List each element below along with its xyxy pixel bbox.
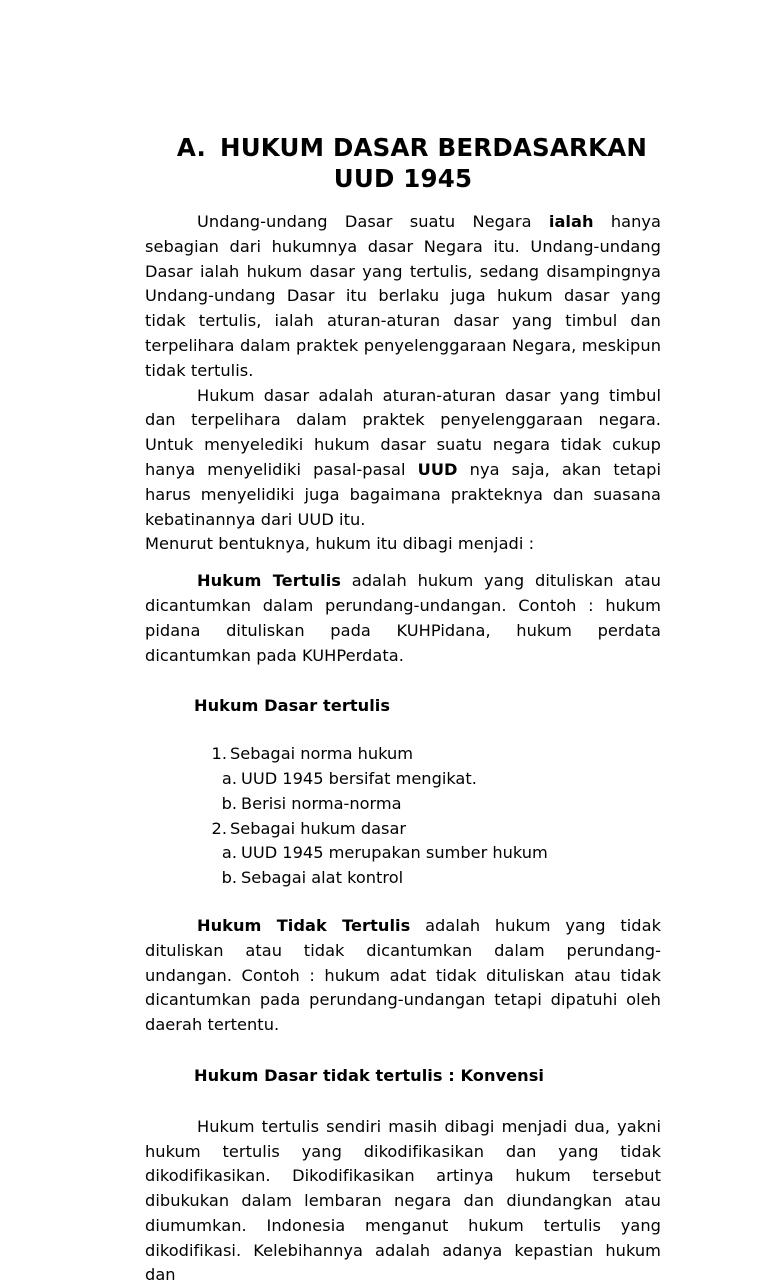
list-item bbox=[145, 866, 661, 891]
spacer-after-title bbox=[145, 194, 661, 210]
paragraph-1 bbox=[145, 210, 661, 384]
list-marker: 1. bbox=[211, 744, 227, 764]
list-marker: a. bbox=[221, 843, 237, 863]
list-marker: 2. bbox=[211, 818, 227, 838]
list-item-label: Berisi norma-norma bbox=[241, 793, 402, 813]
list-item-label: UUD 1945 merupakan sumber hukum bbox=[241, 843, 548, 863]
paragraph-4 bbox=[145, 569, 661, 668]
paragraph-4-text: adalah hukum yang dituliskan atau dicantumkan dalam perundang-undangan. Contoh : hukum pidana dituliskan pada KUHPidana, hukum perdata dicantumkan pada KUHPerdata. bbox=[145, 571, 661, 665]
paragraph-1-part-1: Undang-undang Dasar suatu Negara bbox=[197, 212, 549, 231]
list-item bbox=[145, 817, 661, 842]
title-section-label: A. bbox=[176, 133, 206, 162]
nested-list bbox=[145, 742, 661, 891]
spacer-before-paragraph-6 bbox=[145, 1089, 661, 1115]
paragraph-2-emphasis: UUD bbox=[417, 459, 458, 479]
title-main-text: HUKUM DASAR BERDASARKAN bbox=[219, 133, 648, 162]
title-line-2: UUD 1945 bbox=[333, 164, 473, 193]
paragraph-2-part-1: Hukum dasar adalah aturan-aturan dasar yang timbul dan terpelihara dalam praktek penyelenggaraan negara. Untuk menyelediki hukum dasar suatu negara tidak cukup hanya menyelidiki pasal-pasal bbox=[145, 385, 661, 479]
spacer-before-list bbox=[145, 719, 661, 742]
page-title bbox=[145, 132, 661, 194]
paragraph-1-emphasis: ialah bbox=[548, 212, 594, 231]
paragraph-5-emphasis: Hukum Tidak Tertulis bbox=[197, 915, 411, 935]
paragraph-4-emphasis: Hukum Tertulis bbox=[197, 571, 341, 591]
spacer-before-paragraph-5 bbox=[145, 891, 661, 914]
paragraph-2 bbox=[145, 384, 661, 533]
list-item-label: Sebagai norma hukum bbox=[230, 744, 414, 764]
title-line-1 bbox=[145, 132, 661, 163]
paragraph-3: Menurut bentuknya, hukum itu dibagi menjadi : bbox=[145, 534, 535, 554]
paragraph-5 bbox=[145, 914, 661, 1038]
paragraph-2-part-2: nya saja, akan tetapi harus menyelidiki juga bagaimana prakteknya dan suasana kebatinannya dari UUD itu. bbox=[145, 459, 661, 529]
paragraph-5-text: adalah hukum yang tidak dituliskan atau tidak dicantumkan dalam perundang-undangan. Contoh : hukum adat tidak dituliskan atau tidak dicantumkan pada perundang-undangan tetapi dipatuhi oleh daerah tertentu. bbox=[145, 915, 661, 1035]
list-item bbox=[145, 767, 661, 792]
spacer-before-paragraph-4 bbox=[145, 557, 661, 569]
list-item-label: Sebagai alat kontrol bbox=[241, 868, 404, 888]
heading-hukum-dasar-tidak-tertulis: Hukum Dasar tidak tertulis : Konvensi bbox=[194, 1065, 545, 1085]
list-marker: b. bbox=[221, 868, 237, 888]
paragraph-6: Hukum tertulis sendiri masih dibagi menjadi dua, yakni hukum tertulis yang dikodifikasikan dan yang tidak dikodifikasikan. Dikodifikasikan artinya hukum tersebut dibukukan dalam lembaran negara dan diundangkan atau diumumkan. Indonesia menganut hukum tertulis yang dikodifikasi. Kelebihannya adalah adanya kepastian hukum dan bbox=[145, 1116, 661, 1285]
list-item bbox=[145, 841, 661, 866]
list-item bbox=[145, 742, 661, 767]
heading-hukum-dasar-tertulis: Hukum Dasar tertulis bbox=[194, 696, 391, 716]
document-content bbox=[145, 0, 661, 1288]
list-item-label: UUD 1945 bersifat mengikat. bbox=[241, 768, 477, 788]
spacer-before-heading-2 bbox=[145, 1038, 661, 1064]
paragraph-1-part-2: hanya sebagian dari hukumnya dasar Negara itu. Undang-undang Dasar ialah hukum dasar yang tertulis, sedang disampingnya Undang-undang Dasar itu berlaku juga hukum dasar yang tidak tertulis, ialah aturan-aturan dasar yang timbul dan terpelihara dalam praktek penyelenggaraan Negara, meskipun tidak tertulis. bbox=[145, 212, 662, 380]
list-marker: a. bbox=[221, 768, 237, 788]
list-item-label: Sebagai hukum dasar bbox=[230, 818, 407, 838]
list-marker: b. bbox=[221, 793, 237, 813]
top-spacer bbox=[145, 0, 661, 132]
list-item bbox=[145, 792, 661, 817]
spacer-before-heading-1 bbox=[145, 668, 661, 694]
